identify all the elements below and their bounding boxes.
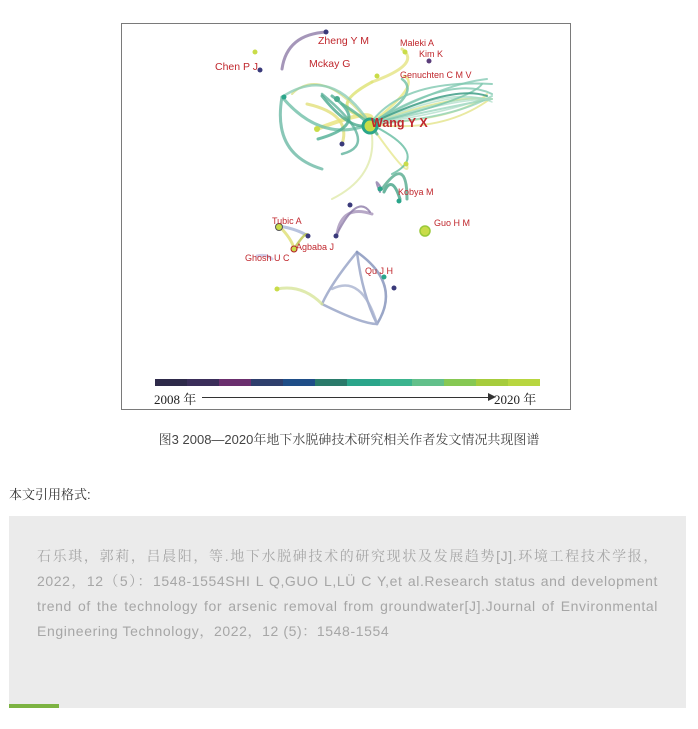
- author-label-guo: Guo H M: [434, 218, 471, 228]
- author-label-mckay: Mckay G: [309, 58, 351, 70]
- link: [322, 252, 357, 304]
- timeline-segment: [476, 379, 508, 386]
- author-label-kim: Kim K: [419, 49, 444, 59]
- citation-text: 石乐琪，郭莉，吕晨阳，等.地下水脱砷技术的研究现状及发展趋势[J].环境工程技术学报，2022，12（5）：1548-1554SHI L Q,GUO L,LÜ C Y,et al.Research status and development trend of the technology for arsenic removal from groundwater[J].Journal of Environmental Engineering Technology，2022，12 (5)：1548-1554: [37, 548, 658, 639]
- timeline-segment: [187, 379, 219, 386]
- timeline-start-label: 2008 年: [154, 392, 197, 407]
- node: [282, 95, 287, 100]
- author-label-qu: Qu J H: [365, 266, 394, 276]
- timeline-segment: [315, 379, 347, 386]
- author-label-wang: Wang Y X: [371, 116, 428, 130]
- author-label-genuchten: Genuchten C M V: [400, 70, 472, 80]
- node: [314, 126, 320, 132]
- author-label-tubic: Tubic A: [272, 216, 302, 226]
- timeline-segment: [412, 379, 444, 386]
- citation-box: [9, 516, 686, 708]
- node: [378, 187, 383, 192]
- coauthorship-network-figure: [121, 23, 571, 410]
- node: [403, 50, 408, 55]
- node: [275, 287, 280, 292]
- node: [324, 30, 329, 35]
- author-label-chen: Chen P J: [215, 61, 258, 73]
- node: [306, 234, 311, 239]
- timeline-segment: [219, 379, 251, 386]
- timeline-segment: [155, 379, 187, 386]
- timeline-segment: [347, 379, 379, 386]
- figure-caption: 图3 2008—2020年地下水脱砷技术研究相关作者发文情况共现图谱: [158, 432, 540, 447]
- link: [277, 288, 322, 304]
- citation-accent-bar: [9, 704, 59, 708]
- timeline-axis-line: [202, 397, 492, 398]
- node: [348, 203, 353, 208]
- timeline-segment: [508, 379, 540, 386]
- link: [332, 124, 372, 199]
- node: [375, 74, 380, 79]
- network-graph: [122, 24, 572, 411]
- author-label-zheng: Zheng Y M: [318, 35, 369, 47]
- timeline-segment: [380, 379, 412, 386]
- node: [258, 68, 263, 73]
- node: [404, 162, 409, 167]
- node: [397, 199, 402, 204]
- node: [392, 286, 397, 291]
- node: [334, 96, 340, 102]
- node: [340, 142, 345, 147]
- author-label-maleki: Maleki A: [400, 38, 435, 48]
- author-label-ghosh: Ghosh U C: [245, 253, 290, 263]
- node: [427, 59, 432, 64]
- author-label-kobya: Kobya M: [398, 187, 434, 197]
- timeline-segment: [444, 379, 476, 386]
- node: [420, 226, 430, 236]
- timeline-segment: [251, 379, 283, 386]
- node: [334, 234, 339, 239]
- node: [253, 50, 258, 55]
- timeline-segment: [283, 379, 315, 386]
- timeline-end-label: 2020 年: [494, 392, 537, 407]
- citation-label: 本文引用格式:: [9, 487, 91, 502]
- timeline-color-bar: [155, 379, 540, 386]
- author-label-agbaba: Agbaba J: [296, 242, 335, 252]
